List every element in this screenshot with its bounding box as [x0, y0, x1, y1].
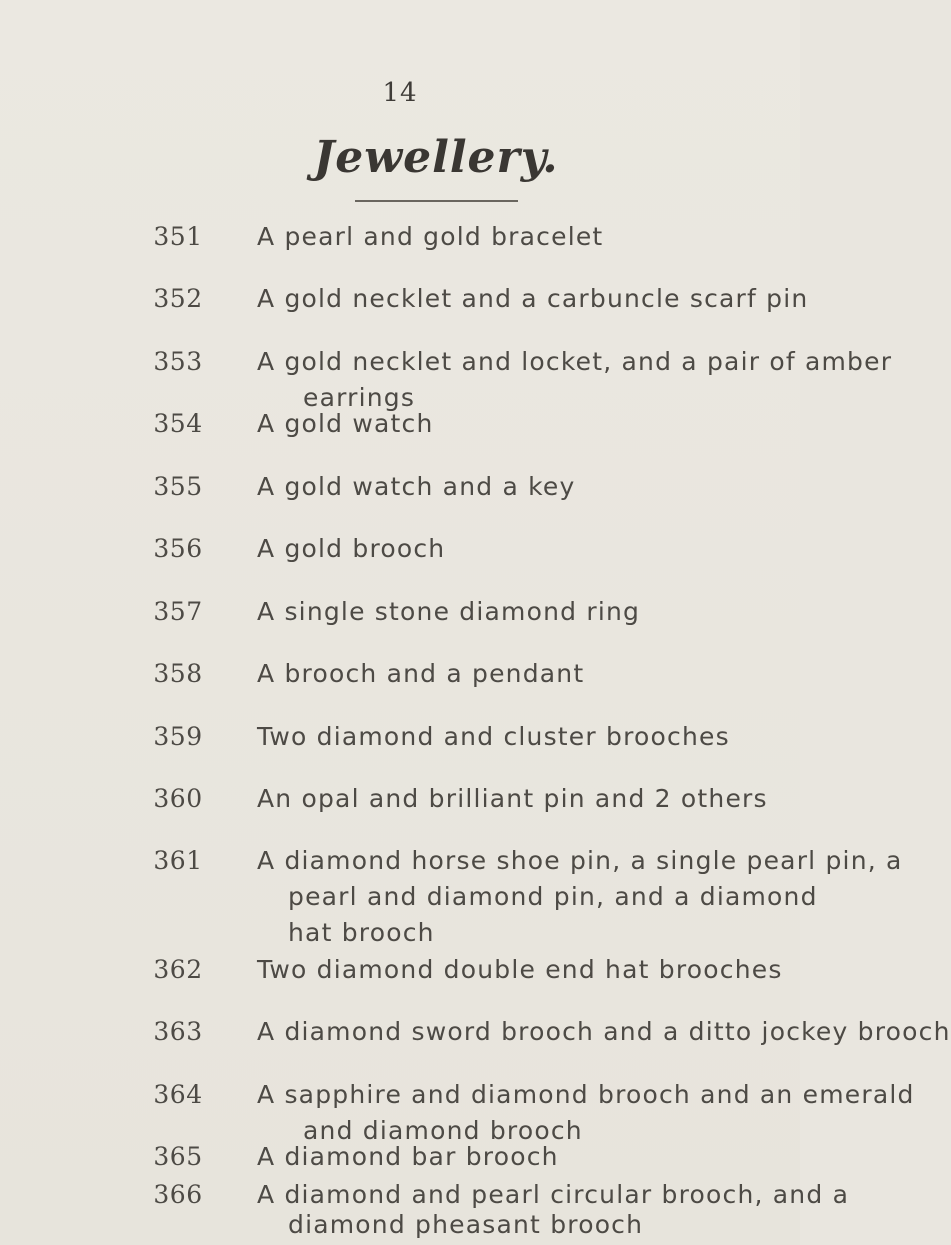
- lot-number: 357: [153, 597, 203, 626]
- lot-description-continued: hat brooch: [288, 918, 435, 947]
- lot-description-continued: pearl and diamond pin, and a diamond: [288, 882, 818, 911]
- lot-number: 355: [153, 472, 203, 501]
- lot-number: 351: [153, 222, 203, 251]
- lot-description: A gold watch: [257, 409, 434, 438]
- lot-description: An opal and brilliant pin and 2 others: [257, 784, 768, 813]
- lot-number: 356: [153, 534, 203, 563]
- lot-description-continued: earrings: [303, 383, 416, 412]
- lot-description: Two diamond double end hat brooches: [257, 955, 783, 984]
- lot-number: 362: [153, 955, 203, 984]
- lot-description-continued: diamond pheasant brooch: [288, 1210, 644, 1239]
- lot-description: Two diamond and cluster brooches: [257, 722, 730, 751]
- lot-description: A gold necklet and a carbuncle scarf pin: [257, 284, 809, 313]
- lot-number: 354: [153, 409, 203, 438]
- lot-number: 358: [153, 659, 203, 688]
- lot-description: A brooch and a pendant: [257, 659, 585, 688]
- lot-number: 353: [153, 347, 203, 376]
- page-number: 14: [382, 78, 418, 108]
- lot-number: 363: [153, 1017, 203, 1046]
- lot-description: A gold brooch: [257, 534, 446, 563]
- lot-description: A diamond bar brooch: [257, 1142, 559, 1171]
- lot-number: 366: [153, 1180, 203, 1209]
- lot-description: A gold watch and a key: [257, 472, 576, 501]
- lot-description: A diamond and pearl circular brooch, and a: [257, 1180, 850, 1209]
- lot-description: A single stone diamond ring: [257, 597, 641, 626]
- lot-number: 360: [153, 784, 203, 813]
- lot-number: 359: [153, 722, 203, 751]
- lot-number: 352: [153, 284, 203, 313]
- section-title: Jewellery.: [313, 132, 559, 183]
- lot-number: 365: [153, 1142, 203, 1171]
- lot-number: 361: [153, 846, 203, 875]
- lot-description: A pearl and gold bracelet: [257, 222, 604, 251]
- lot-description: A diamond sword brooch and a ditto jockey brooch: [257, 1017, 951, 1046]
- lot-description: A sapphire and diamond brooch and an emerald: [257, 1080, 915, 1109]
- title-underline: [355, 200, 518, 202]
- lot-description: A gold necklet and locket, and a pair of amber: [257, 347, 893, 376]
- lot-description: A diamond horse shoe pin, a single pearl pin, a: [257, 846, 903, 875]
- lot-description-continued: and diamond brooch: [303, 1116, 583, 1145]
- lot-number: 364: [153, 1080, 203, 1109]
